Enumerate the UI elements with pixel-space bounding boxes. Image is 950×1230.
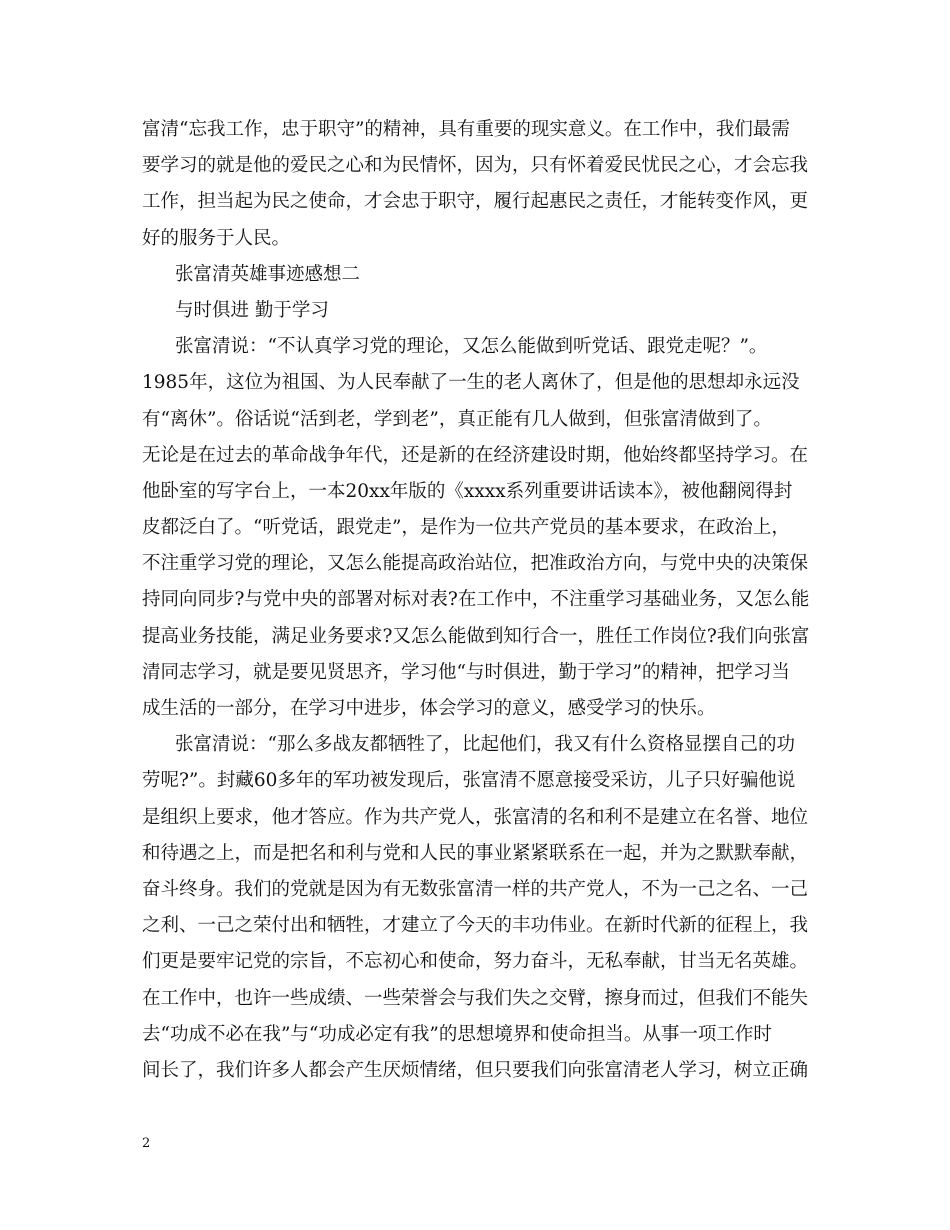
page-number: 2 [142,1136,151,1151]
text-line: 去“功成不必在我”与“功成必定有我”的思想境界和使命担当。从事一项工作时 [142,1023,772,1045]
text-line: 奋斗终身。我们的党就是因为有无数张富清一样的共产党人，不为一己之名、一己 [142,878,809,900]
text-line: 张富清说：“那么多战友都牺牲了，比起他们，我又有什么资格显摆自己的功 [175,734,795,756]
text-line: 富清“忘我工作，忠于职守”的精神，具有重要的现实意义。在工作中，我们最需 [142,119,790,140]
text-line: 劳呢?”。封藏60多年的军功被发现后，张富清不愿意接受采访，儿子只好骗他说 [142,770,796,792]
text-line: 张富清说：“不认真学习党的理论，又怎么能做到听党话、跟党走呢？”。 [175,336,768,358]
text-line: 间长了，我们许多人都会产生厌烦情绪，但只要我们向张富清老人学习，树立正确 [142,1059,809,1081]
text-line: 有“离休”。俗话说“活到老，学到老”，真正能有几人做到，但张富清做到了。 [142,408,772,430]
text-line: 提高业务技能，满足业务要求?又怎么能做到知行合一，胜任工作岗位?我们向张富 [142,625,810,647]
text-line: 他卧室的写字台上，一本20xx年版的《xxxx系列重要讲话读本》，被他翻阅得封 [142,480,793,502]
text-line: 工作，担当起为民之使命，才会忠于职守，履行起惠民之责任，才能转变作风，更 [142,191,809,213]
text-line: 持同向同步?与党中央的部署对标对表?在工作中，不注重学习基础业务，又怎么能 [142,589,810,611]
text-line: 好的服务于人民。 [142,227,291,249]
text-line: 和待遇之上，而是把名和利与党和人民的事业紧紧联系在一起，并为之默默奉献， [142,842,809,864]
text-line: 1985年，这位为祖国、为人民奉献了一生的老人离休了，但是他的思想却永远没 [142,372,800,394]
text-line: 之利、一己之荣付出和牺牲，才建立了今天的丰功伟业。在新时代新的征程上，我 [142,915,809,937]
text-line: 清同志学习，就是要见贤思齐，学习他“与时俱进，勤于学习”的精神，把学习当 [142,661,790,683]
text-line: 不注重学习党的理论，又怎么能提高政治站位，把准政治方向，与党中央的决策保 [142,553,809,575]
text-line: 要学习的就是他的爱民之心和为民情怀，因为，只有怀着爱民忧民之心，才会忘我 [142,155,809,177]
text-line: 无论是在过去的革命战争年代，还是新的在经济建设时期，他始终都坚持学习。在 [142,444,809,466]
text-line: 张富清英雄事迹感想二 [175,263,361,285]
text-line: 在工作中，也许一些成绩、一些荣誉会与我们失之交臂，擦身而过，但我们不能失 [142,987,809,1009]
text-line: 成生活的一部分，在学习中进步，体会学习的意义，感受学习的快乐。 [142,698,716,719]
text-line: 皮都泛白了。“听党话，跟党走”，是作为一位共产党员的基本要求，在政治上， [142,517,790,539]
text-line: 是组织上要求，他才答应。作为共产党人，张富清的名和利不是建立在名誉、地位 [142,806,809,828]
text-line: 们更是要牢记党的宗旨，不忘初心和使命，努力奋斗，无私奉献，甘当无名英雄。 [142,951,809,973]
document-body [142,112,822,1089]
text-line: 与时俱进 勤于学习 [175,299,329,321]
